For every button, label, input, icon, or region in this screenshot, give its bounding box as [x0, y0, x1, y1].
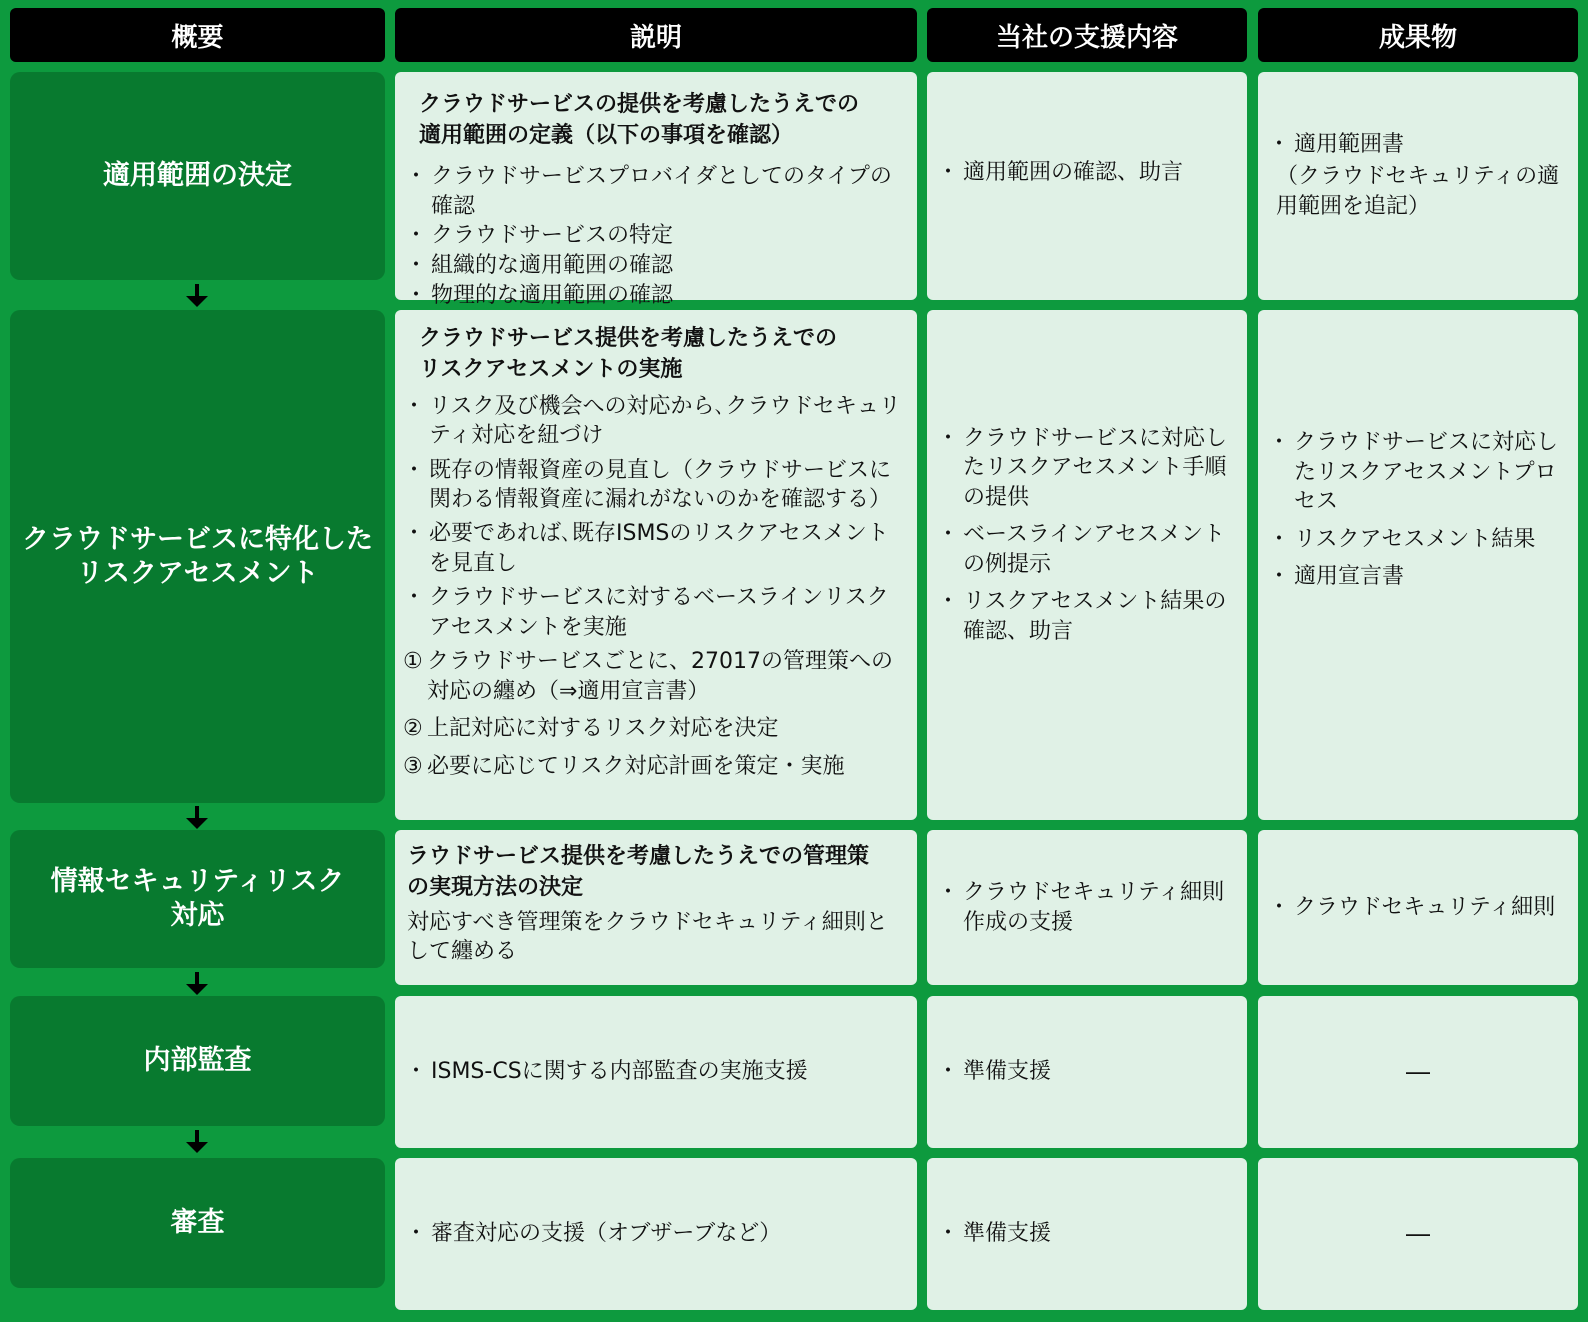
numbered-item: ③ 必要に応じてリスク対応計画を策定・実施 [403, 753, 845, 779]
step-scope [10, 72, 385, 280]
list-item: ・ 準備支援 [937, 1219, 1239, 1249]
list-item: ・ 適用範囲の確認、助言 [937, 158, 1237, 188]
desc-risk-assessment [395, 310, 917, 820]
step-risk-assessment [10, 310, 385, 803]
desc-text: 対応すべき管理策をクラウドセキュリティ細則として纏める [407, 909, 888, 965]
output-risk-treatment [1258, 830, 1578, 985]
desc-scope [395, 72, 917, 309]
desc-title: クラウドサービスの提供を考慮したうえでの 適用範囲の定義（以下の事項を確認） [419, 92, 860, 148]
list-item: ・ 適用宣言書 [1268, 562, 1570, 591]
step-internal-audit [10, 996, 385, 1126]
step-label: 審査 [170, 1207, 225, 1239]
support-internal-audit [927, 996, 1247, 1148]
down-arrow-icon [186, 284, 208, 308]
list-item: ・ クラウドセキュリティ細則作成の支援 [937, 878, 1239, 938]
step-label: 内部監査 [143, 1045, 252, 1077]
step-certification-audit [10, 1158, 385, 1288]
list-item: ・ クラウドサービスに対応したリスクアセスメントプロセス [1268, 428, 1570, 516]
desc-title: クラウドサービス提供を考慮したうえでの リスクアセスメントの実施 [419, 326, 838, 382]
down-arrow-icon [186, 972, 208, 996]
step-label: 適用範囲の決定 [103, 160, 292, 192]
list-item: ・ 既存の情報資産の見直し（クラウドサービスに関わる情報資産に漏れがないのかを確認する） [403, 456, 909, 515]
support-risk-treatment [927, 830, 1247, 985]
list-item: ・ クラウドセキュリティ細則 [1268, 893, 1570, 923]
list-item: ・ ベースラインアセスメントの例提示 [937, 520, 1239, 579]
step-label: クラウドサービスに特化した [22, 523, 373, 555]
output-certification-audit: ― [1258, 1158, 1578, 1310]
numbered-item: ② 上記対応に対するリスク対応を決定 [403, 716, 779, 742]
list-item: ・ クラウドサービスに対するベースラインリスクアセスメントを実施 [403, 583, 909, 642]
desc-title: ラウドサービス提供を考慮したうえでの管理策 の実現方法の決定 [407, 844, 870, 900]
step-risk-treatment [10, 830, 385, 968]
desc-internal-audit [395, 996, 917, 1148]
output-note: （クラウドセキュリティの適用範囲を追記） [1276, 163, 1560, 219]
list-item: ・ リスク及び機会への対応から､クラウドセキュリティ対応を紐づけ [403, 392, 909, 451]
list-item: ・ クラウドサービスプロバイダとしてのタイプの確認 [405, 162, 909, 222]
header-deliverables: 成果物 [1258, 8, 1578, 62]
output-internal-audit: ― [1258, 996, 1578, 1148]
header-support: 当社の支援内容 [927, 8, 1247, 62]
list-item: ・ クラウドサービスの特定 [405, 221, 909, 251]
down-arrow-icon [186, 1130, 208, 1154]
step-label: 情報セキュリティリスク [50, 866, 345, 898]
list-item: ・ 必要であれば､既存ISMSのリスクアセスメントを見直し [403, 519, 909, 578]
list-item: ・ ISMS-CSに関する内部監査の実施支援 [405, 1057, 909, 1087]
header-overview: 概要 [10, 8, 385, 62]
list-item: ・ リスクアセスメント結果 [1268, 525, 1570, 554]
support-risk-assessment [927, 310, 1247, 820]
desc-risk-treatment [395, 830, 917, 985]
output-scope [1258, 72, 1578, 300]
numbered-item: ① クラウドサービスごとに、27017の管理策への対応の纏め（⇒適用宣言書） [403, 649, 893, 704]
down-arrow-icon [186, 806, 208, 830]
list-item: ・ 組織的な適用範囲の確認 [405, 251, 909, 281]
list-item: ・ 審査対応の支援（オブザーブなど） [405, 1219, 909, 1249]
support-scope [927, 72, 1247, 300]
list-item: ・ クラウドサービスに対応したリスクアセスメント手順の提供 [937, 424, 1239, 512]
list-item: ・ 物理的な適用範囲の確認 [405, 281, 909, 311]
list-item: ・ リスクアセスメント結果の確認、助言 [937, 587, 1239, 646]
list-item: ・ 適用範囲書 [1268, 130, 1564, 160]
list-item: ・ 準備支援 [937, 1057, 1239, 1087]
support-certification-audit [927, 1158, 1247, 1310]
desc-certification-audit [395, 1158, 917, 1310]
output-risk-assessment [1258, 310, 1578, 820]
step-label: リスクアセスメント [76, 557, 319, 589]
step-label: 対応 [170, 900, 225, 931]
header-description: 説明 [395, 8, 917, 62]
